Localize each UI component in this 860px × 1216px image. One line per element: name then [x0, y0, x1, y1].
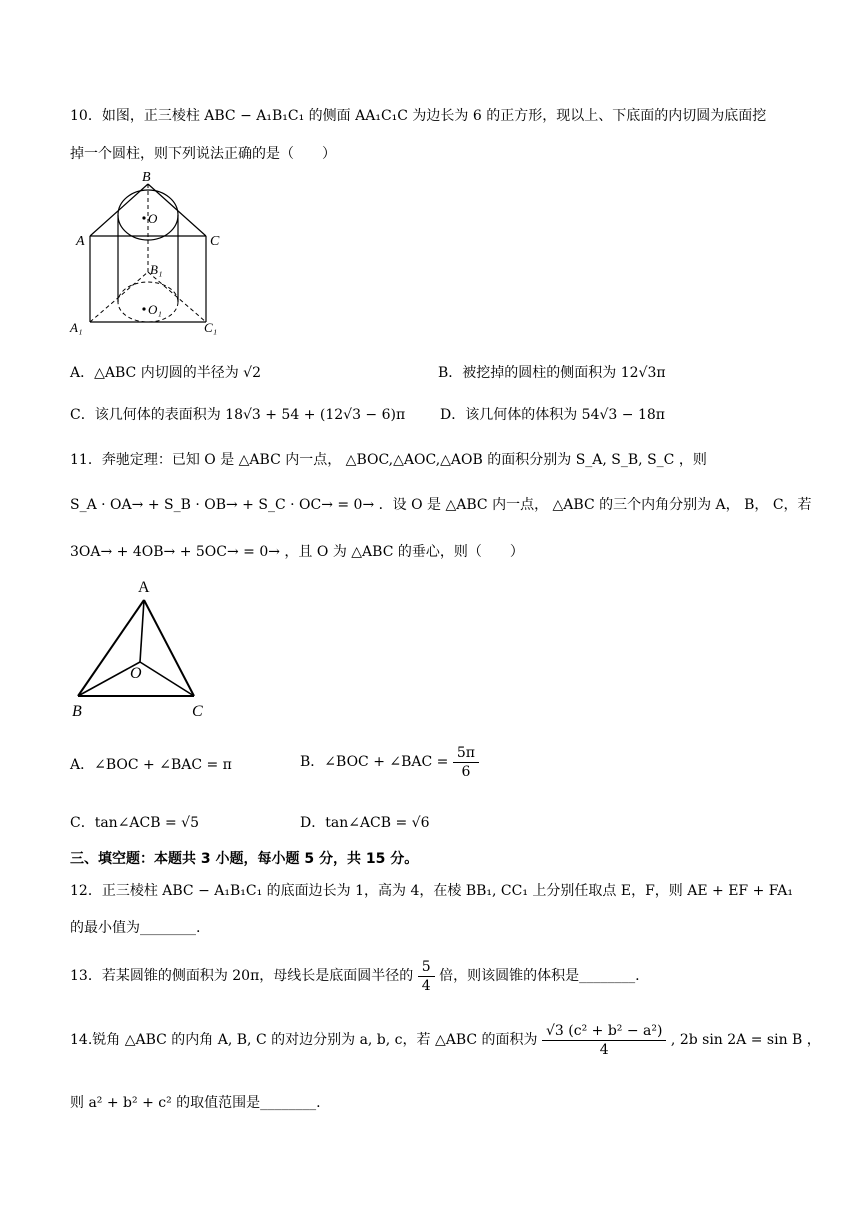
- q11-option-b-num: 5π: [453, 744, 479, 763]
- fig11-label-B: B: [72, 703, 82, 720]
- q12-line1: 12．正三棱柱 ABC − A₁B₁C₁ 的底面边长为 1，高为 4，在棱 BB₁, CC₁ 上分别任取点 E，F，则 AE + EF + FA₁: [70, 883, 793, 899]
- q13-fraction: [418, 958, 435, 995]
- q10-line2: 掉一个圆柱，则下列说法正确的是（ ）: [70, 146, 336, 162]
- q14-fraction: [542, 1022, 666, 1059]
- q10-option-b: B．被挖掉的圆柱的侧面积为 12√3π: [438, 365, 666, 381]
- q10-prism-figure: [66, 168, 226, 340]
- q14-prefix: 14.锐角 △ABC 的内角 A, B, C 的对边分别为 a, b, c，若 △ABC 的面积为: [70, 1032, 538, 1048]
- fig10-label-B1: B₁: [150, 262, 163, 277]
- q13-prefix: 13．若某圆锥的侧面积为 20π，母线长是底面圆半径的: [70, 968, 414, 984]
- q11-option-b-den: 6: [461, 763, 471, 780]
- fig10-label-C1: C₁: [204, 320, 218, 335]
- q11-triangle-figure: [66, 574, 226, 724]
- q11-line3: 3OA→ + 4OB→ + 5OC→ = 0→ ，且 O 为 △ABC 的垂心，则（ ）: [70, 544, 524, 560]
- q14-line1: [70, 1020, 821, 1060]
- q11-option-d: D．tan∠ACB = √6: [300, 815, 430, 831]
- fig11-label-C: C: [192, 703, 203, 720]
- q14-suffix: , 2b sin 2A = sin B ，: [670, 1032, 821, 1048]
- q11-option-b-fraction: [453, 744, 479, 781]
- q10-option-d: D．该几何体的体积为 54√3 − 18π: [440, 407, 665, 423]
- q14-frac-den: 4: [599, 1041, 609, 1058]
- q11-option-b: [300, 742, 479, 782]
- fig10-label-C: C: [210, 234, 220, 249]
- q11-line2: S_A · OA→ + S_B · OB→ + S_C · OC→ = 0→ ．设 O 是 △ABC 内一点， △ABC 的三个内角分别为 A， B， C，若: [70, 497, 812, 513]
- q12-line2: 的最小值为________.: [70, 920, 201, 936]
- q14-frac-num: √3 (c² + b² − a²): [542, 1022, 666, 1041]
- fig10-label-B: B: [142, 170, 151, 185]
- fig11-label-O: O: [130, 665, 142, 682]
- q10-line1: 10．如图，正三棱柱 ABC − A₁B₁C₁ 的侧面 AA₁C₁C 为边长为 6 的正方形，现以上、下底面的内切圆为底面挖: [70, 108, 767, 124]
- fig10-label-O: O: [148, 211, 158, 226]
- q11-option-a: A．∠BOC + ∠BAC = π: [70, 757, 232, 773]
- q10-option-c: C．该几何体的表面积为 18√3 + 54 + (12√3 − 6)π: [70, 407, 406, 423]
- fig10-label-A1: A₁: [70, 320, 83, 335]
- q10-option-a: A．△ABC 内切圆的半径为 √2: [70, 365, 261, 381]
- q11-option-c: C．tan∠ACB = √5: [70, 815, 200, 831]
- fig10-label-A: A: [76, 234, 85, 249]
- q13-line: [70, 956, 640, 996]
- q13-frac-num: 5: [418, 958, 435, 977]
- fig11-label-A: A: [138, 579, 150, 596]
- q11-line1: 11．奔驰定理：已知 O 是 △ABC 内一点， △BOC,△AOC,△AOB 的面积分别为 S_A, S_B, S_C ，则: [70, 452, 707, 468]
- q11-option-b-prefix: B．∠BOC + ∠BAC =: [300, 754, 449, 770]
- q13-suffix: 倍，则该圆锥的体积是________.: [439, 968, 640, 984]
- q13-frac-den: 4: [421, 977, 431, 994]
- fig10-label-O1: O₁: [148, 302, 162, 317]
- section-3-heading: 三、填空题：本题共 3 小题，每小题 5 分，共 15 分。: [70, 851, 419, 867]
- q14-line2: 则 a² + b² + c² 的取值范围是________.: [70, 1095, 321, 1111]
